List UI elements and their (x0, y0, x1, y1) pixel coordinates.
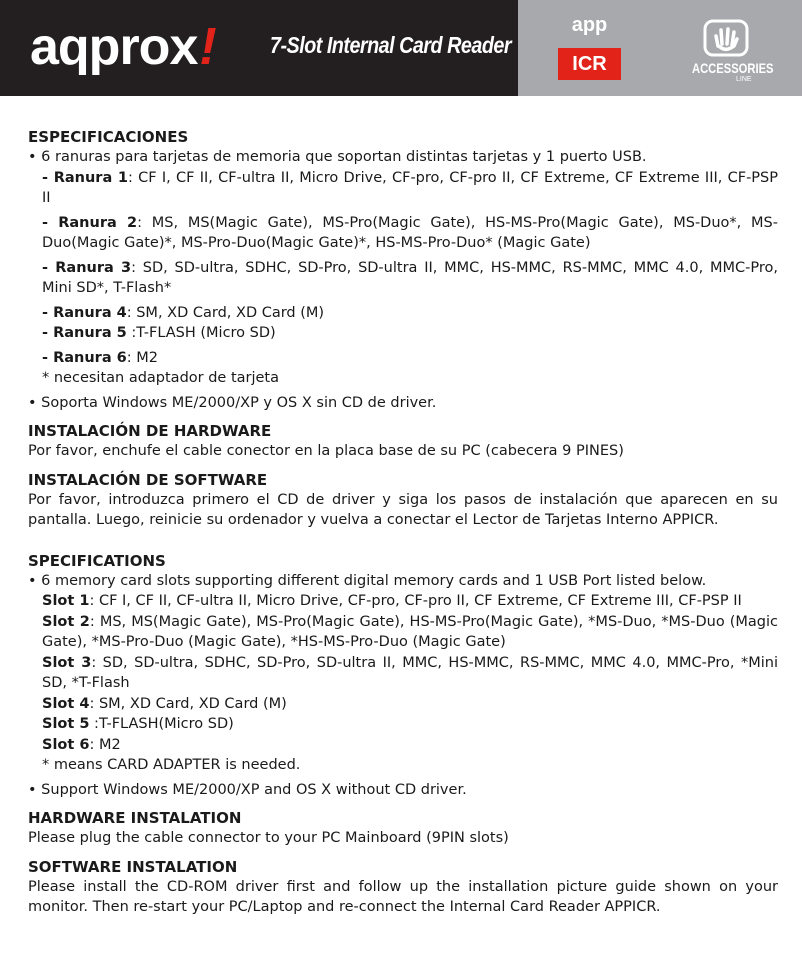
en-slot-4 (42, 694, 778, 715)
product-title: 7-Slot Internal Card Reader (270, 32, 512, 58)
hand-icon (702, 18, 750, 58)
es-adapter-note: * necesitan adaptador de tarjeta (42, 370, 279, 386)
slot-label: Slot 6 (42, 736, 90, 753)
app-label: app (571, 14, 608, 36)
es-bullet-slots: • 6 ranuras para tarjetas de memoria que soportan distintas tarjetas y 1 puerto USB. (28, 149, 647, 165)
line-label: LINE (736, 76, 752, 83)
slot-text: :T-FLASH (Micro SD) (126, 325, 276, 341)
es-hardware-title: INSTALACIÓN DE HARDWARE (28, 422, 272, 440)
en-bullet-os-text: Support Windows ME/2000/XP and OS X without CD driver. (41, 781, 467, 798)
slot-text: : SD, SD-ultra, SDHC, SD-Pro, SD-ultra II, MMC, HS-MMC, RS-MMC, MMC 4.0, MMC-Pro, Mini SD*, T-Flash* (42, 259, 778, 296)
slot-text: : SM, XD Card, XD Card (M) (126, 304, 325, 321)
es-bullet-os: • Soporta Windows ME/2000/XP y OS X sin CD de driver. (28, 394, 437, 411)
en-slot-6 (42, 735, 778, 756)
brand-mark: ! (199, 18, 216, 76)
es-slot-4 (42, 303, 778, 324)
slot-label: Slot 2 (42, 613, 90, 630)
slot-label: Slot 3 (42, 654, 92, 671)
en-hardware-text: Please plug the cable connector to your PC Mainboard (9PIN slots) (28, 830, 509, 846)
slot-text: : M2 (126, 349, 158, 366)
slot-label: - Ranura 4 (42, 304, 127, 321)
document-body (28, 127, 778, 918)
es-bullet-os-text: Soporta Windows ME/2000/XP y OS X sin CD de driver. (41, 394, 437, 411)
accessories-label: ACCESSORIES (692, 60, 774, 76)
brand-name: aqprox (30, 18, 198, 76)
slot-text: : MS, MS(Magic Gate), MS-Pro(Magic Gate), HS-MS-Pro(Magic Gate), *MS-Duo, *MS-Duo (Magic Gate), *MS-Pro-Duo (Magic Gate), *HS-MS-Pro-Duo (Magic Gate) (42, 613, 778, 650)
en-slot-3 (42, 653, 778, 694)
es-slot-5 (42, 323, 778, 344)
slot-text: : SD, SD-ultra, SDHC, SD-Pro, SD-ultra II, MMC, HS-MMC, RS-MMC, MMC 4.0, MMC-Pro, *Mini SD, *T-Flash (42, 654, 778, 691)
en-slot-5 (42, 714, 778, 735)
es-spec-title: ESPECIFICACIONES (28, 128, 189, 146)
en-hardware-title: HARDWARE INSTALATION (28, 809, 242, 827)
en-slot-2 (42, 612, 778, 653)
slot-label: - Ranura 2 (42, 214, 138, 231)
en-software-text: Please install the CD-ROM driver first and follow up the installation picture guide shown on your monitor. Then re-start your PC/Laptop and re-connect the Internal Card Reader APPICR. (28, 878, 778, 915)
en-software-title: SOFTWARE INSTALATION (28, 857, 238, 876)
slot-label: Slot 4 (42, 695, 90, 712)
brand-logo (30, 12, 216, 82)
slot-text: : CF I, CF II, CF-ultra II, Micro Drive, CF-pro, CF-pro II, CF Extreme, CF Extreme III, CF-PSP II (89, 593, 742, 609)
slot-label: Slot 1 (42, 593, 90, 609)
es-slot-6 (42, 348, 778, 369)
en-slot-1 (42, 591, 778, 612)
slot-text: : CF I, CF II, CF-ultra II, Micro Drive, CF-pro, CF-pro II, CF Extreme, CF Extreme III, CF-PSP II (42, 169, 778, 206)
es-hardware-text: Por favor, enchufe el cable conector en la placa base de su PC (cabecera 9 PINES) (28, 443, 624, 459)
slot-label: - Ranura 1 (42, 169, 129, 186)
slot-label: - Ranura 5 (42, 325, 127, 341)
slot-label: Slot 5 (42, 716, 90, 732)
en-bullet-slots: • 6 memory card slots supporting different digital memory cards and 1 USB Port listed below. (28, 572, 707, 589)
slot-text: : M2 (89, 736, 121, 753)
es-slot-2 (42, 213, 778, 254)
slot-text: : MS, MS(Magic Gate), MS-Pro(Magic Gate), HS-MS-Pro(Magic Gate), MS-Duo*, MS-Duo(Magic Gate)*, MS-Pro-Duo(Magic Gate)*, HS-MS-Pro-Duo* (Magic Gate) (42, 214, 778, 251)
slot-label: - Ranura 6 (42, 349, 127, 366)
en-bullet-os: • Support Windows ME/2000/XP and OS X without CD driver. (28, 781, 467, 798)
en-adapter-note: * means CARD ADAPTER is needed. (42, 757, 301, 773)
es-slot-3 (42, 258, 778, 299)
es-slot-1 (42, 168, 778, 209)
slot-text: : SM, XD Card, XD Card (M) (89, 695, 287, 712)
product-code-badge: ICR (558, 48, 621, 80)
es-software-text: Por favor, introduzca primero el CD de driver y siga los pasos de instalación que aparecen en su pantalla. Luego, reinicie su ordenador y vuelva a conectar el Lector de Tarjetas Interno APPICR. (28, 491, 778, 528)
slot-label: - Ranura 3 (42, 259, 132, 276)
es-software-title: INSTALACIÓN DE SOFTWARE (28, 470, 268, 489)
header-banner (0, 0, 802, 96)
slot-text: :T-FLASH(Micro SD) (89, 716, 234, 732)
en-spec-title: SPECIFICATIONS (28, 551, 166, 570)
en-bullet-slots-text: 6 memory card slots supporting different digital memory cards and 1 USB Port listed below. (41, 572, 707, 589)
es-bullet-slots-text: 6 ranuras para tarjetas de memoria que soportan distintas tarjetas y 1 puerto USB. (41, 149, 647, 165)
